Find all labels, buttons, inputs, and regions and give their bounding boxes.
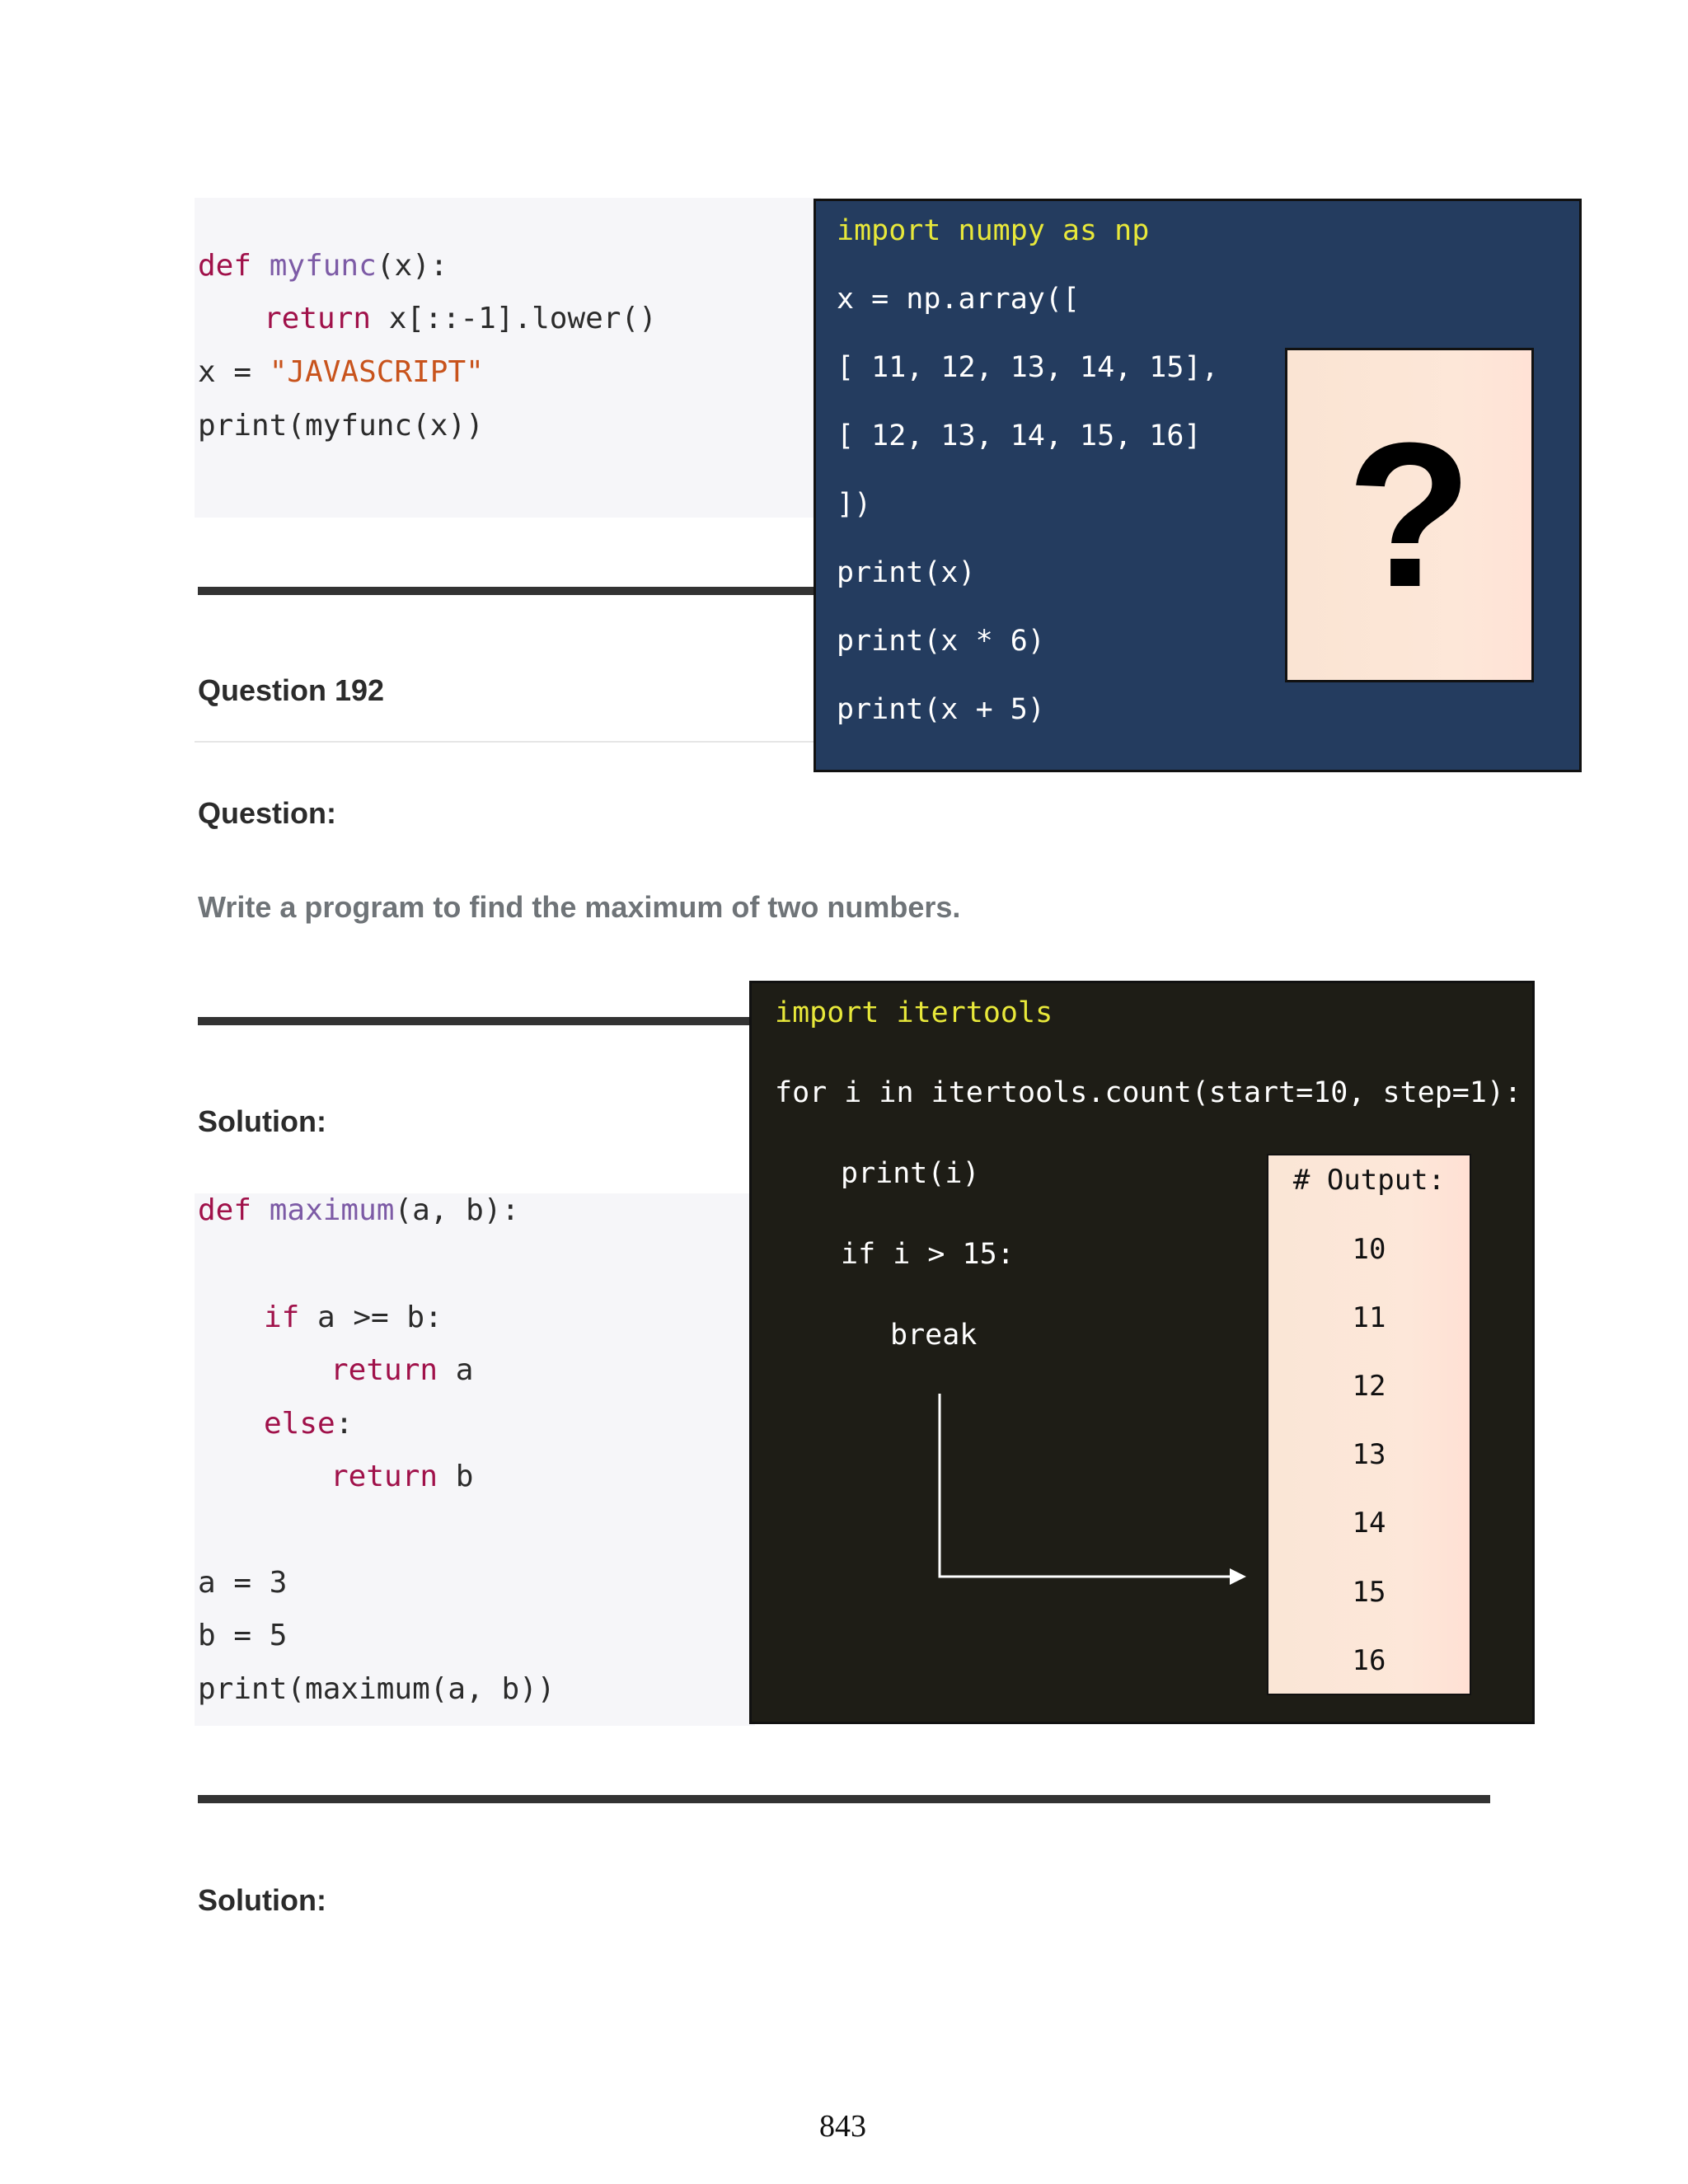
itertools-line: if i > 15: xyxy=(841,1238,1015,1271)
code-line: a = 3 xyxy=(198,1566,288,1600)
numpy-line: x = np.array([ xyxy=(837,283,1081,316)
numpy-code-panel xyxy=(814,199,1582,772)
code-line xyxy=(264,1407,353,1441)
top-code-block xyxy=(195,198,821,518)
code-keyword: return xyxy=(331,1353,438,1387)
code-keyword: def xyxy=(198,249,252,283)
output-value: 11 xyxy=(1352,1301,1386,1334)
code-line: b = 5 xyxy=(198,1619,288,1652)
page-number: 843 xyxy=(819,2109,866,2144)
output-value: 15 xyxy=(1352,1576,1386,1609)
output-header: # Output: xyxy=(1292,1164,1446,1197)
code-line: print(maximum(a, b)) xyxy=(198,1672,556,1706)
numpy-line: import numpy as np xyxy=(837,214,1150,247)
itertools-code-panel xyxy=(749,981,1535,1724)
code-line xyxy=(264,1301,443,1334)
numpy-line: print(x + 5) xyxy=(837,693,1045,726)
code-keyword: else xyxy=(264,1407,335,1441)
section-divider xyxy=(198,1017,758,1025)
mystery-output-box xyxy=(1285,348,1534,682)
itertools-line: print(i) xyxy=(841,1157,980,1190)
output-box xyxy=(1267,1154,1471,1695)
code-function: myfunc xyxy=(269,249,377,283)
code-keyword: def xyxy=(198,1193,252,1227)
code-keyword: return xyxy=(264,302,372,335)
code-keyword: if xyxy=(264,1301,300,1334)
output-value: 16 xyxy=(1352,1644,1386,1677)
question-label: Question: xyxy=(198,796,336,830)
output-value: 12 xyxy=(1352,1370,1386,1403)
numpy-line: print(x) xyxy=(837,556,976,589)
code-line xyxy=(331,1460,473,1493)
code-line xyxy=(331,1353,473,1387)
code-line: print(myfunc(x)) xyxy=(198,409,484,443)
output-value: 13 xyxy=(1352,1438,1386,1471)
code-line xyxy=(198,355,484,389)
output-value: 10 xyxy=(1352,1233,1386,1266)
code-text: : xyxy=(335,1407,354,1441)
code-text: x[::-1].lower() xyxy=(371,302,657,335)
question-mark-icon: ? xyxy=(1346,400,1473,630)
title-underline xyxy=(195,741,821,743)
numpy-line: [ 12, 13, 14, 15, 16] xyxy=(837,419,1202,452)
section-divider xyxy=(198,1795,1490,1803)
code-line xyxy=(264,302,657,335)
code-function: maximum xyxy=(269,1193,395,1227)
code-text: (a, b): xyxy=(394,1193,520,1227)
code-line xyxy=(198,1193,519,1227)
solution-code-block xyxy=(195,1193,755,1726)
question-title: Question 192 xyxy=(198,673,385,707)
code-text: a xyxy=(438,1353,474,1387)
solution-label: Solution: xyxy=(198,1104,326,1138)
itertools-line: import itertools xyxy=(775,996,1053,1029)
numpy-line: [ 11, 12, 13, 14, 15], xyxy=(837,351,1219,384)
code-string: "JAVASCRIPT" xyxy=(269,355,484,389)
output-value: 14 xyxy=(1352,1507,1386,1540)
itertools-line: break xyxy=(890,1319,978,1352)
question-text: Write a program to find the maximum of two numbers. xyxy=(198,890,961,924)
code-text: (x): xyxy=(376,249,448,283)
solution-label-2: Solution: xyxy=(198,1883,326,1917)
code-text: x = xyxy=(198,355,270,389)
code-text: b xyxy=(438,1460,474,1493)
section-divider xyxy=(198,587,824,595)
numpy-line: print(x * 6) xyxy=(837,625,1045,658)
code-text: a >= b: xyxy=(299,1301,443,1334)
numpy-line: ]) xyxy=(837,488,872,521)
itertools-line: for i in itertools.count(start=10, step=1): xyxy=(775,1076,1522,1109)
code-line xyxy=(198,249,448,283)
code-keyword: return xyxy=(331,1460,438,1493)
